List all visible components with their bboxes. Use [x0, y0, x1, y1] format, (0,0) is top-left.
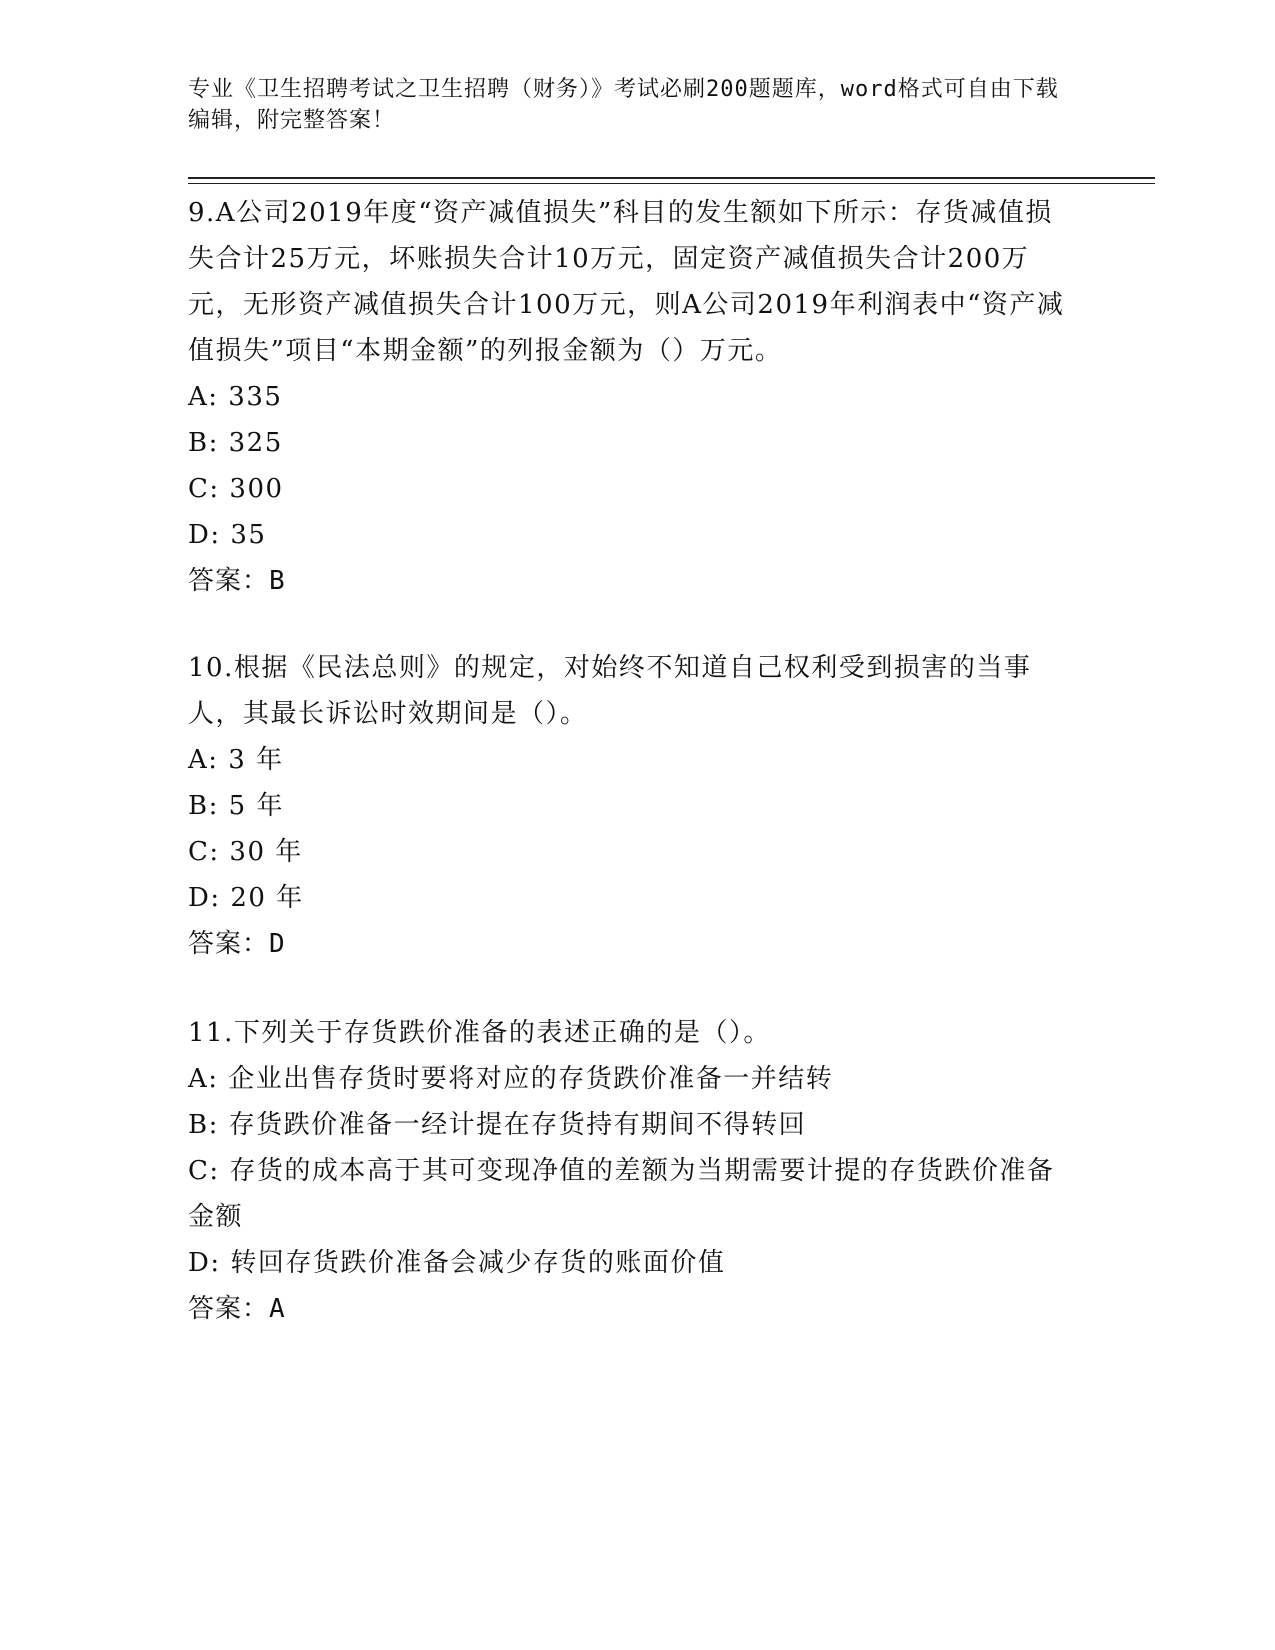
header-divider-thick — [188, 177, 1155, 179]
option-d: D: 20 年 — [188, 883, 304, 913]
question-stem: 9.A公司2019年度“资产减值损失”科目的发生额如下所示：存货减值损失合计25万元，坏账损失合计10万元，固定资产减值损失合计200万元，无形资产减值损失合计100万元，则A公司2019年利润表中“资产减值损失”项目“本期金额”的列报金额为（）万元。 — [188, 198, 1065, 366]
document-header: 专业《卫生招聘考试之卫生招聘（财务）》考试必刷200题题库，word格式可自由下载编辑，附完整答案！ — [188, 77, 1059, 133]
answer: 答案：A — [188, 1294, 286, 1324]
question-9 — [188, 190, 1068, 604]
option-b: B: 存货跌价准备一经计提在存货持有期间不得转回 — [188, 1110, 807, 1140]
option-a: A: 3 年 — [188, 745, 284, 775]
option-d: D: 35 — [188, 520, 267, 550]
question-10 — [188, 645, 1068, 967]
option-a: A: 335 — [188, 382, 283, 412]
option-b: B: 325 — [188, 428, 283, 458]
question-stem: 11.下列关于存货跌价准备的表述正确的是（）。 — [188, 1018, 771, 1048]
question-stem: 10.根据《民法总则》的规定，对始终不知道自己权利受到损害的当事人，其最长诉讼时效期间是（）。 — [188, 653, 1032, 729]
option-c: C: 30 年 — [188, 837, 303, 867]
answer: 答案：B — [188, 566, 286, 596]
option-c: C: 存货的成本高于其可变现净值的差额为当期需要计提的存货跌价准备金额 — [188, 1156, 1055, 1232]
header-divider-thin — [188, 183, 1155, 184]
question-11 — [188, 1010, 1068, 1332]
option-a: A: 企业出售存货时要将对应的存货跌价准备一并结转 — [188, 1064, 834, 1094]
option-b: B: 5 年 — [188, 791, 284, 821]
answer: 答案：D — [188, 929, 286, 959]
option-d: D: 转回存货跌价准备会减少存货的账面价值 — [188, 1248, 726, 1278]
option-c: C: 300 — [188, 474, 284, 504]
